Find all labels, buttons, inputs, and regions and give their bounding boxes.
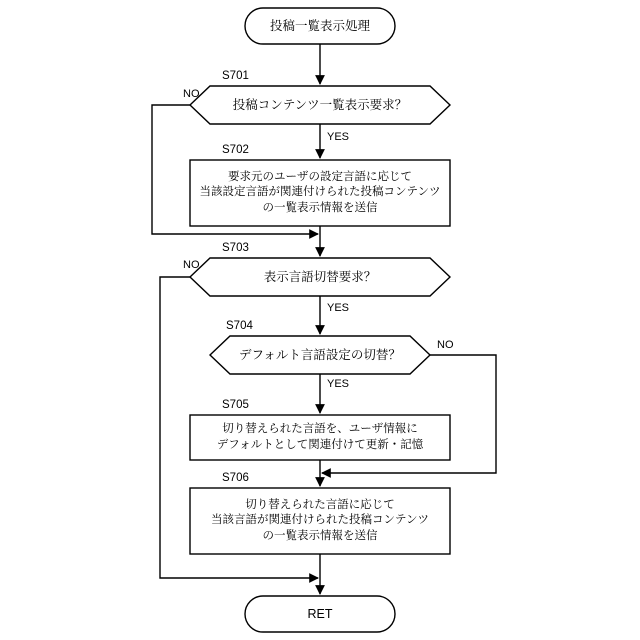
node-start-label: 投稿一覧表示処理 bbox=[269, 18, 370, 33]
edge-label-s701-yes: YES bbox=[327, 131, 350, 143]
step-id-s701: S701 bbox=[222, 70, 249, 82]
node-s703-label: 表示言語切替要求？ bbox=[263, 269, 377, 284]
node-s705-label: 切り替えられた言語を、ユーザ情報に デフォルトとして関連付けて更新・記憶 bbox=[216, 422, 424, 451]
edge-label-s704-yes: YES bbox=[327, 378, 350, 390]
edge-label-s703-yes: YES bbox=[327, 302, 350, 314]
node-s705-shape bbox=[190, 415, 450, 460]
node-ret-label: RET bbox=[307, 606, 333, 621]
step-id-s704: S704 bbox=[226, 320, 253, 332]
step-id-s702: S702 bbox=[222, 144, 249, 156]
node-s706-shape bbox=[190, 488, 450, 554]
edge-label-s704-no: NO bbox=[437, 339, 454, 351]
node-s702-label: 要求元のユーザの設定言語に応じて 当該設定言語が関連付けられた投稿コンテンツ の一覧表示情報を送信 bbox=[199, 170, 441, 214]
node-s703-shape bbox=[190, 258, 450, 296]
step-id-s703: S703 bbox=[222, 242, 249, 254]
node-s704-shape bbox=[210, 336, 430, 374]
node-start-shape bbox=[245, 8, 395, 44]
step-id-s705: S705 bbox=[222, 399, 249, 411]
edge-label-s703-no: NO bbox=[183, 259, 200, 271]
node-s704-label: デフォルト言語設定の切替？ bbox=[239, 347, 401, 362]
node-s702-shape bbox=[190, 160, 450, 226]
node-s701-shape bbox=[190, 86, 450, 124]
node-s701-label: 投稿コンテンツ一覧表示要求？ bbox=[232, 97, 408, 112]
node-ret-shape bbox=[245, 596, 395, 632]
edge-label-s701-no: NO bbox=[183, 88, 200, 100]
step-id-s706: S706 bbox=[222, 472, 249, 484]
node-s706-label: 切り替えられた言語に応じて 当該言語が関連付けられた投稿コンテンツ の一覧表示情報を送信 bbox=[211, 498, 429, 542]
